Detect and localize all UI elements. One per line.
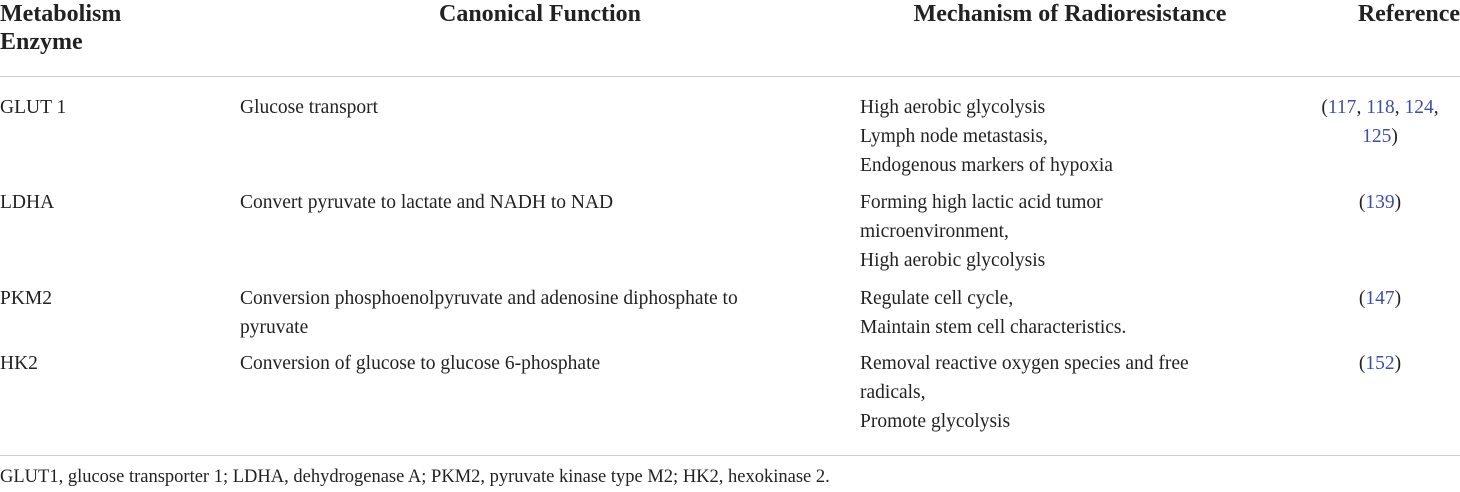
reference-line bbox=[1306, 122, 1454, 151]
ref-open-paren: ( bbox=[1321, 97, 1328, 118]
ref-open-paren: ( bbox=[1358, 192, 1366, 213]
ref-close-paren: ) bbox=[1394, 288, 1402, 309]
mechanism-line: Lymph node metastasis, bbox=[860, 126, 1048, 147]
mechanism-cell bbox=[860, 188, 1260, 275]
ref-open-paren: ( bbox=[1358, 288, 1366, 309]
ref-separator: , bbox=[1394, 97, 1405, 118]
reference-cell bbox=[1306, 93, 1454, 151]
mechanism-cell bbox=[860, 93, 1260, 180]
mechanism-line: Promote glycolysis bbox=[860, 411, 1011, 432]
header-enzyme bbox=[0, 0, 200, 56]
header-function: Canonical Function bbox=[438, 1, 642, 27]
ref-separator: , bbox=[1356, 97, 1367, 118]
reference-cell bbox=[1306, 349, 1454, 378]
header-enzyme-line2: Enzyme bbox=[0, 29, 83, 55]
mechanism-line: Maintain stem cell characteristics. bbox=[860, 317, 1127, 338]
function-line: Conversion of glucose to glucose 6-phosphate bbox=[240, 353, 601, 374]
mechanism-line: Forming high lactic acid tumor bbox=[860, 192, 1103, 213]
ref-link[interactable]: 125 bbox=[1362, 126, 1392, 147]
reference-line bbox=[1306, 349, 1454, 378]
header-enzyme-line1: Metabolism bbox=[0, 1, 122, 27]
function-cell bbox=[240, 188, 840, 217]
function-cell bbox=[240, 93, 840, 122]
mechanism-line: High aerobic glycolysis bbox=[860, 97, 1046, 118]
header-mechanism: Mechanism of Radioresistance bbox=[913, 1, 1227, 27]
mechanism-line: radicals, bbox=[860, 382, 926, 403]
enzyme-cell: GLUT 1 bbox=[0, 97, 67, 118]
ref-trailing-comma: , bbox=[1433, 97, 1439, 118]
function-line: Convert pyruvate to lactate and NADH to NAD bbox=[240, 192, 614, 213]
enzyme-cell: PKM2 bbox=[0, 288, 53, 309]
table-footnote: GLUT1, glucose transporter 1; LDHA, dehydrogenase A; PKM2, pyruvate kinase type M2; HK2, hexokinase 2. bbox=[0, 455, 1460, 492]
ref-link[interactable]: 117 bbox=[1327, 97, 1357, 118]
mechanism-line: Endogenous markers of hypoxia bbox=[860, 155, 1113, 176]
enzyme-cell: LDHA bbox=[0, 192, 55, 213]
function-cell bbox=[240, 284, 840, 342]
reference-cell bbox=[1306, 284, 1454, 313]
header-reference: Reference bbox=[1357, 1, 1460, 27]
table-header bbox=[0, 0, 1460, 77]
mechanism-line: microenvironment, bbox=[860, 221, 1009, 242]
function-line: pyruvate bbox=[240, 317, 309, 338]
ref-link[interactable]: 124 bbox=[1404, 97, 1434, 118]
ref-close-paren: ) bbox=[1391, 126, 1398, 147]
ref-link[interactable]: 118 bbox=[1366, 97, 1395, 118]
mechanism-line: High aerobic glycolysis bbox=[860, 250, 1046, 271]
reference-line bbox=[1306, 188, 1454, 217]
reference-line bbox=[1306, 93, 1454, 122]
function-line: Glucose transport bbox=[240, 97, 379, 118]
reference-cell bbox=[1306, 188, 1454, 217]
ref-link[interactable]: 152 bbox=[1365, 353, 1395, 374]
function-cell bbox=[240, 349, 840, 378]
function-line: Conversion phosphoenolpyruvate and adenosine diphosphate to bbox=[240, 288, 738, 309]
ref-link[interactable]: 147 bbox=[1365, 288, 1395, 309]
ref-open-paren: ( bbox=[1358, 353, 1366, 374]
mechanism-cell bbox=[860, 349, 1260, 436]
ref-close-paren: ) bbox=[1394, 192, 1402, 213]
reference-line bbox=[1306, 284, 1454, 313]
mechanism-line: Regulate cell cycle, bbox=[860, 288, 1014, 309]
ref-close-paren: ) bbox=[1394, 353, 1402, 374]
enzyme-cell: HK2 bbox=[0, 353, 38, 374]
mechanism-cell bbox=[860, 284, 1260, 342]
ref-link[interactable]: 139 bbox=[1365, 192, 1395, 213]
mechanism-line: Removal reactive oxygen species and free bbox=[860, 353, 1189, 374]
